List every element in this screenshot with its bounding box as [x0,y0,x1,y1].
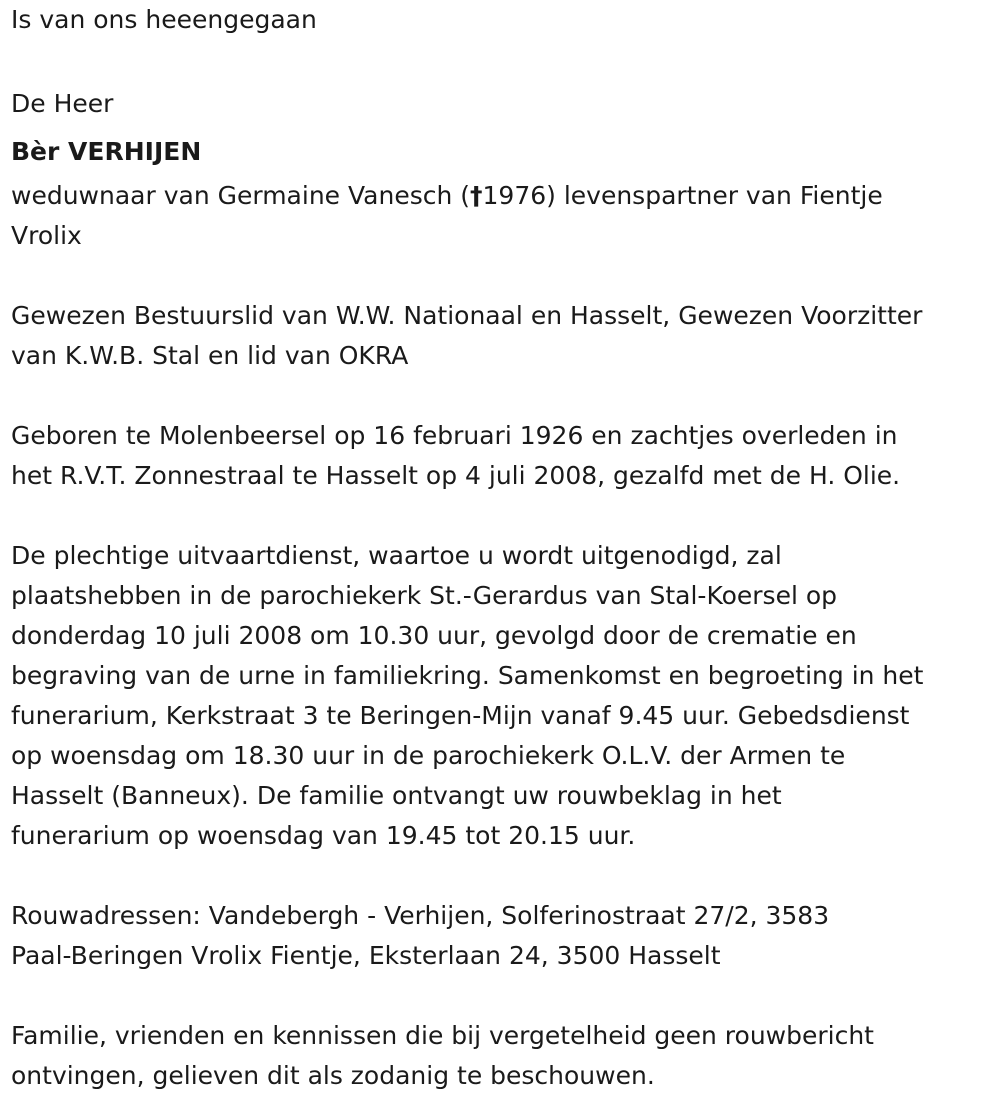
cross-icon: † [470,181,483,210]
closing-line: Familie, vrienden en kennissen die bij vergetelheid geen rouwbericht [11,1021,874,1050]
relation-text-after-cross: 1976) levenspartner van Fientje [482,181,883,210]
spacer [11,256,991,296]
service-line: plaatshebben in de parochiekerk St.-Gerardus van Stal-Koersel op [11,581,838,610]
spacer [11,856,991,896]
service-line: funerarium, Kerkstraat 3 te Beringen-Mijn vanaf 9.45 uur. Gebedsdienst [11,701,910,730]
spacer [11,40,991,80]
relation-line-1 [11,176,991,216]
spacer [11,496,991,536]
closing-line: ontvingen, gelieven dit als zodanig te beschouwen. [11,1061,655,1090]
intro-text: Is van ons heeengegaan [11,5,317,34]
service-line: begraving van de urne in familiekring. Samenkomst en begroeting in het [11,661,924,690]
spacer [11,376,991,416]
birth-death-line: Geboren te Molenbeersel op 16 februari 1926 en zachtjes overleden in [11,421,898,450]
service-line: Hasselt (Banneux). De familie ontvangt uw rouwbeklag in het [11,781,782,810]
service-line: De plechtige uitvaartdienst, waartoe u wordt uitgenodigd, zal [11,541,782,570]
service-line: op woensdag om 18.30 uur in de parochiekerk O.L.V. der Armen te [11,741,846,770]
service-line: funerarium op woensdag van 19.45 tot 20.15 uur. [11,821,636,850]
functions-line: Gewezen Bestuurslid van W.W. Nationaal en Hasselt, Gewezen Voorzitter [11,301,923,330]
service-line: donderdag 10 juli 2008 om 10.30 uur, gevolgd door de crematie en [11,621,857,650]
address-line: Rouwadressen: Vandebergh - Verhijen, Solferinostraat 27/2, 3583 [11,901,830,930]
functions-line: van K.W.B. Stal en lid van OKRA [11,341,409,370]
death-notice [11,0,991,1096]
spacer [11,976,991,1016]
deceased-name: Bèr VERHIJEN [11,137,202,166]
relation-text-before-cross: weduwnaar van Germaine Vanesch ( [11,181,471,210]
address-line: Paal-Beringen Vrolix Fientje, Eksterlaan 24, 3500 Hasselt [11,941,721,970]
birth-death-line: het R.V.T. Zonnestraal te Hasselt op 4 juli 2008, gezalfd met de H. Olie. [11,461,901,490]
salutation: De Heer [11,89,114,118]
relation-line-2: Vrolix [11,221,82,250]
